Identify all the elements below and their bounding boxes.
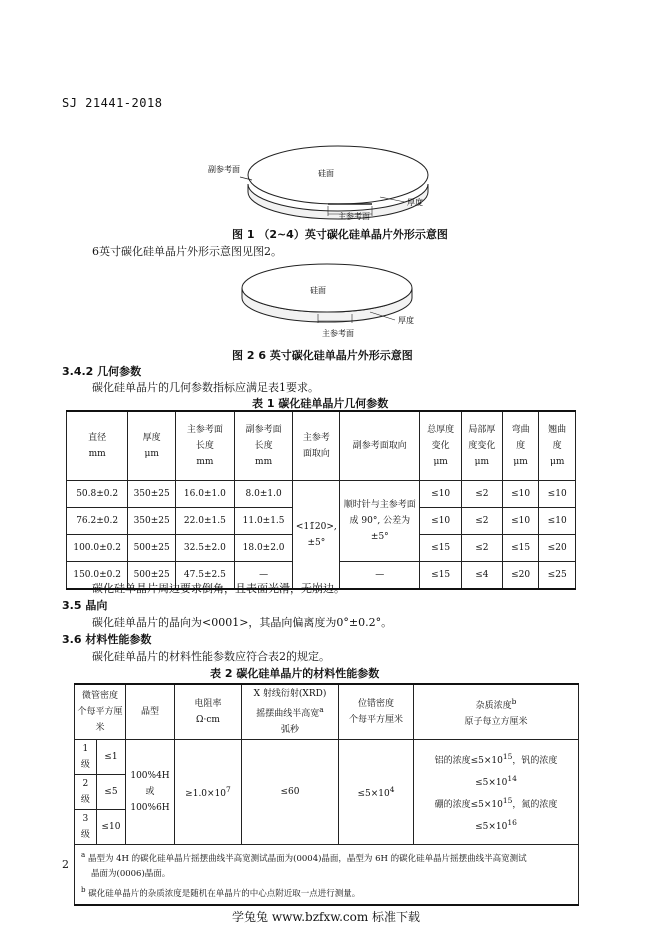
figure-2-intro: 6英寸碳化硅单晶片外形示意图见图2。 xyxy=(92,245,282,258)
table-cell: ≤20 xyxy=(539,535,576,562)
secondary-orientation-value: 顺时针与主参考面 成 90°, 公差为 ±5° xyxy=(340,481,420,562)
table-cell: 350±25 xyxy=(128,508,176,535)
col-xrd-fwhm: X 射线衍射(XRD) 摇摆曲线半高宽$^a$ 弧秒 xyxy=(242,684,339,740)
section-3-4-2-heading: 3.4.2 几何参数 xyxy=(62,365,142,378)
col-thickness: 厚度 μm xyxy=(128,411,176,481)
table-cell: ≤15 xyxy=(420,562,462,590)
figure-1-diagram xyxy=(200,132,440,222)
table-cell: 47.5±2.5 xyxy=(176,562,235,590)
table-cell: ≤4 xyxy=(461,562,502,590)
footnote-a: $^a$ 晶型为 4H 的碳化硅单晶片摇摆曲线半高宽测试晶面为(0004)晶面，晶型为 6H 的碳化硅单晶片摇摆曲线半高宽测试 xyxy=(81,850,527,864)
table-cell: ≤25 xyxy=(539,562,576,590)
wafer-face-label: 硅面 xyxy=(310,286,326,295)
table-cell: ≤10 xyxy=(502,481,539,508)
col-diameter: 直径 mm xyxy=(67,411,128,481)
section-3-6-text: 碳化硅单晶片的材料性能参数应符合表2的规定。 xyxy=(92,650,330,663)
table-cell: 76.2±0.2 xyxy=(67,508,128,535)
col-warp: 翘曲 度 μm xyxy=(539,411,576,481)
table-cell: 500±25 xyxy=(128,562,176,590)
table-cell: 350±25 xyxy=(128,481,176,508)
table-cell: ≤15 xyxy=(420,535,462,562)
footnote-b: $^b$ 碳化硅单晶片的杂质浓度是随机在单晶片的中心点附近取一点进行测量。 xyxy=(81,884,361,899)
table-cell: ≤10 xyxy=(420,508,462,535)
standard-code: SJ 21441-2018 xyxy=(62,96,163,110)
section-3-6-heading: 3.6 材料性能参数 xyxy=(62,633,152,646)
thickness-label: 厚度 xyxy=(407,198,423,207)
table-cell: ≤1 xyxy=(96,740,125,775)
table-2-material-parameters xyxy=(74,683,579,906)
dislocation-value: $\le 5\times 10^4$ xyxy=(339,740,414,845)
table-cell: 16.0±1.0 xyxy=(176,481,235,508)
watermark-footer: 学兔兔 www.bzfxw.com 标准下载 xyxy=(232,910,421,924)
table-cell: ≤15 xyxy=(502,535,539,562)
figure-2-diagram xyxy=(230,260,450,342)
col-resistivity: 电阻率 Ω·cm xyxy=(175,684,242,740)
wafer-top xyxy=(248,146,428,204)
edge-requirement-note: 碳化硅单晶片周边要求倒角，且表面光滑，无崩边。 xyxy=(92,582,345,595)
col-primary-orientation: 主参考 面取向 xyxy=(293,411,340,481)
table-cell: — xyxy=(234,562,293,590)
impurity-value: 铝的浓度$\le 5\times 10^{15}$，钒的浓度$\le 5\times 10^{14}$ 硼的浓度$\le 5\times 10^{15}$，氮的浓度$\le 5\times 10^{16}$ xyxy=(414,740,579,845)
table-cell: 100.0±0.2 xyxy=(67,535,128,562)
col-ttv: 总厚度 变化 μm xyxy=(420,411,462,481)
figure-1-caption: 图 1 （2~4）英寸碳化硅单晶片外形示意图 xyxy=(232,228,448,241)
table-cell: 50.8±0.2 xyxy=(67,481,128,508)
table-cell: ≤20 xyxy=(502,562,539,590)
primary-flat-label: 主参考面 xyxy=(322,329,354,338)
table-cell: 2 级 xyxy=(75,775,97,810)
table-cell: ≤10 xyxy=(539,481,576,508)
primary-orientation-value: <11̄20>, ±5° xyxy=(293,481,340,590)
wafer-top xyxy=(242,264,412,312)
thickness-label: 厚度 xyxy=(398,316,414,325)
section-3-5-text: 碳化硅单晶片的晶向为<0001>，其晶向偏离度为0°±0.2°。 xyxy=(92,616,393,629)
table-cell: 8.0±1.0 xyxy=(234,481,293,508)
table-1-geometric-parameters xyxy=(66,410,576,590)
table-cell: 22.0±1.5 xyxy=(176,508,235,535)
col-ltv: 局部厚 度变化 μm xyxy=(461,411,502,481)
col-bow: 弯曲 度 μm xyxy=(502,411,539,481)
xrd-value: ≤60 xyxy=(242,740,339,845)
table-cell: ≤5 xyxy=(96,775,125,810)
table-cell: 11.0±1.5 xyxy=(234,508,293,535)
table-cell: ≤10 xyxy=(96,810,125,845)
secondary-flat-label: 副参考面 xyxy=(208,165,240,174)
table-cell: ≤2 xyxy=(461,535,502,562)
table-row xyxy=(75,740,579,775)
col-impurity-concentration: 杂质浓度$^b$ 原子每立方厘米 xyxy=(414,684,579,740)
table-cell: ≤2 xyxy=(461,508,502,535)
col-dislocation-density: 位错密度 个每平方厘米 xyxy=(339,684,414,740)
table-cell: ≤2 xyxy=(461,481,502,508)
col-micropipe-density: 微管密度 个每平方厘米 xyxy=(75,684,126,740)
col-primary-flat-length: 主参考面 长度 mm xyxy=(176,411,235,481)
page-number: 2 xyxy=(62,858,69,871)
table-cell: ≤10 xyxy=(502,508,539,535)
table-cell: ≤10 xyxy=(420,481,462,508)
table-2-footnotes: $^a$ 晶型为 4H 的碳化硅单晶片摇摆曲线半高宽测试晶面为(0004)晶面，晶型为 6H 的碳化硅单晶片摇摆曲线半高宽测试 晶面为(0006)晶面。 $^b$ 碳化硅单晶片的杂质浓度是随机在单晶片的中心点附近取一点进行测量。 xyxy=(75,845,579,905)
table-2-title: 表 2 碳化硅单晶片的材料性能参数 xyxy=(210,667,380,680)
wafer-face-label: 硅面 xyxy=(318,169,334,178)
col-secondary-orientation: 副参考面取向 xyxy=(340,411,420,481)
table-cell: — xyxy=(340,562,420,590)
table-row xyxy=(67,481,576,508)
table-cell: 1 级 xyxy=(75,740,97,775)
section-3-5-heading: 3.5 晶向 xyxy=(62,599,108,612)
primary-flat-label: 主参考面 xyxy=(338,212,370,221)
col-polytype: 晶型 xyxy=(126,684,175,740)
table-1-title: 表 1 碳化硅单晶片几何参数 xyxy=(252,397,389,410)
table-cell: 150.0±0.2 xyxy=(67,562,128,590)
resistivity-value: $\ge 1.0\times 10^7$ xyxy=(175,740,242,845)
table-cell: 32.5±2.0 xyxy=(176,535,235,562)
section-3-4-2-text: 碳化硅单晶片的几何参数指标应满足表1要求。 xyxy=(92,381,319,394)
polytype-value: 100%4H 或 100%6H xyxy=(126,740,175,845)
table-cell: 3 级 xyxy=(75,810,97,845)
col-secondary-flat-length: 副参考面 长度 mm xyxy=(234,411,293,481)
table-cell: ≤10 xyxy=(539,508,576,535)
figure-2-caption: 图 2 6 英寸碳化硅单晶片外形示意图 xyxy=(232,349,413,362)
table-cell: 500±25 xyxy=(128,535,176,562)
table-cell: 18.0±2.0 xyxy=(234,535,293,562)
